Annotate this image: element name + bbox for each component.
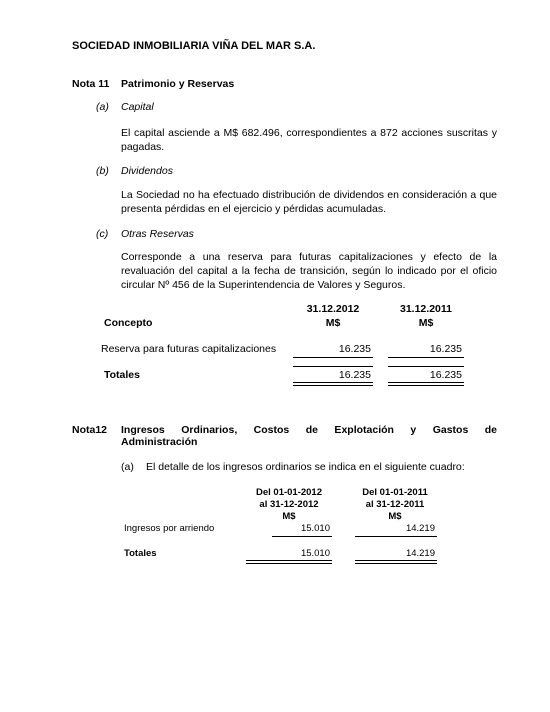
section-a-text: El capital asciende a M$ 682.496, correspondientes a 872 acciones suscritas y pagadas. [121, 127, 497, 153]
table1-col2-date: 31.12.2011 [400, 303, 452, 315]
table1-concept-header: Concepto [104, 317, 153, 329]
section-b-label: (b) [96, 165, 109, 177]
section-c-text: Corresponde a una reserva para futuras capitalizaciones y efecto de la revaluación del capital a la fecha de transición, según lo indicado por el oficio circular Nº 456 de la Superintendencia de Valores y Seguros. [121, 251, 497, 291]
section-a-label: (a) [96, 101, 109, 113]
table1-col1-date: 31.12.2012 [306, 303, 360, 315]
note-12-title-line2: Administración [121, 436, 198, 448]
table1-col2-unit: M$ [418, 317, 434, 329]
note-11-number: Nota 11 [72, 78, 110, 90]
table2-row-value-2011: 14.219 [405, 523, 435, 534]
section-a-title: Capital [121, 101, 154, 113]
table2-col1-unit: M$ [282, 511, 296, 522]
table2-row-underline-2012 [272, 536, 332, 537]
table1-row-value-2011: 16.235 [429, 343, 462, 355]
table2-total-value-2012: 15.010 [300, 548, 330, 559]
section-b-title: Dividendos [121, 165, 173, 177]
table2-row-value-2012: 15.010 [300, 523, 330, 534]
table1-total-overline-2012 [293, 366, 373, 367]
table1-row-underline-2011 [388, 357, 464, 358]
table2-total-double-underline-2011 [355, 560, 437, 564]
section-c-title: Otras Reservas [121, 228, 194, 240]
note-12-a-label: (a) [121, 461, 134, 473]
table1-total-label: Totales [104, 369, 140, 381]
table1-row-underline-2012 [293, 357, 373, 358]
table2-col2-line2: al 31-12-2011 [365, 499, 425, 510]
table2-total-double-underline-2012 [246, 560, 332, 564]
note-12-title-line1: Ingresos Ordinarios, Costos de Explotación y Gastos de [121, 424, 497, 436]
note-12-number: Nota12 [72, 424, 108, 436]
table1-total-double-underline-2012 [293, 382, 373, 386]
table1-total-double-underline-2011 [388, 382, 464, 386]
section-b-text: La Sociedad no ha efectuado distribución de dividendos en consideración a que presenta pérdidas en el ejercicio y pérdidas acumuladas. [121, 189, 497, 215]
note-12-a-text: El detalle de los ingresos ordinarios se indica en el siguiente cuadro: [146, 461, 465, 473]
table2-row-label: Ingresos por arriendo [124, 523, 215, 534]
table1-row-label: Reserva para futuras capitalizaciones [101, 343, 277, 355]
table1-total-value-2011: 16.235 [429, 369, 462, 381]
table2-col1-line1: Del 01-01-2012 [255, 487, 323, 498]
table2-row-underline-2011 [355, 536, 437, 537]
note-11-title: Patrimonio y Reservas [121, 78, 235, 90]
table1-total-overline-2011 [388, 366, 464, 367]
table2-col2-unit: M$ [388, 511, 402, 522]
table2-total-value-2011: 14.219 [405, 548, 435, 559]
table1-total-value-2012: 16.235 [338, 369, 371, 381]
table1-col1-unit: M$ [325, 317, 341, 329]
section-c-label: (c) [96, 228, 109, 240]
table2-total-label: Totales [124, 548, 157, 559]
table2-col1-line2: al 31-12-2012 [259, 499, 319, 510]
table1-row-value-2012: 16.235 [338, 343, 371, 355]
table2-col2-line1: Del 01-01-2011 [362, 487, 428, 498]
company-header: SOCIEDAD INMOBILIARIA VIÑA DEL MAR S.A. [72, 40, 316, 52]
